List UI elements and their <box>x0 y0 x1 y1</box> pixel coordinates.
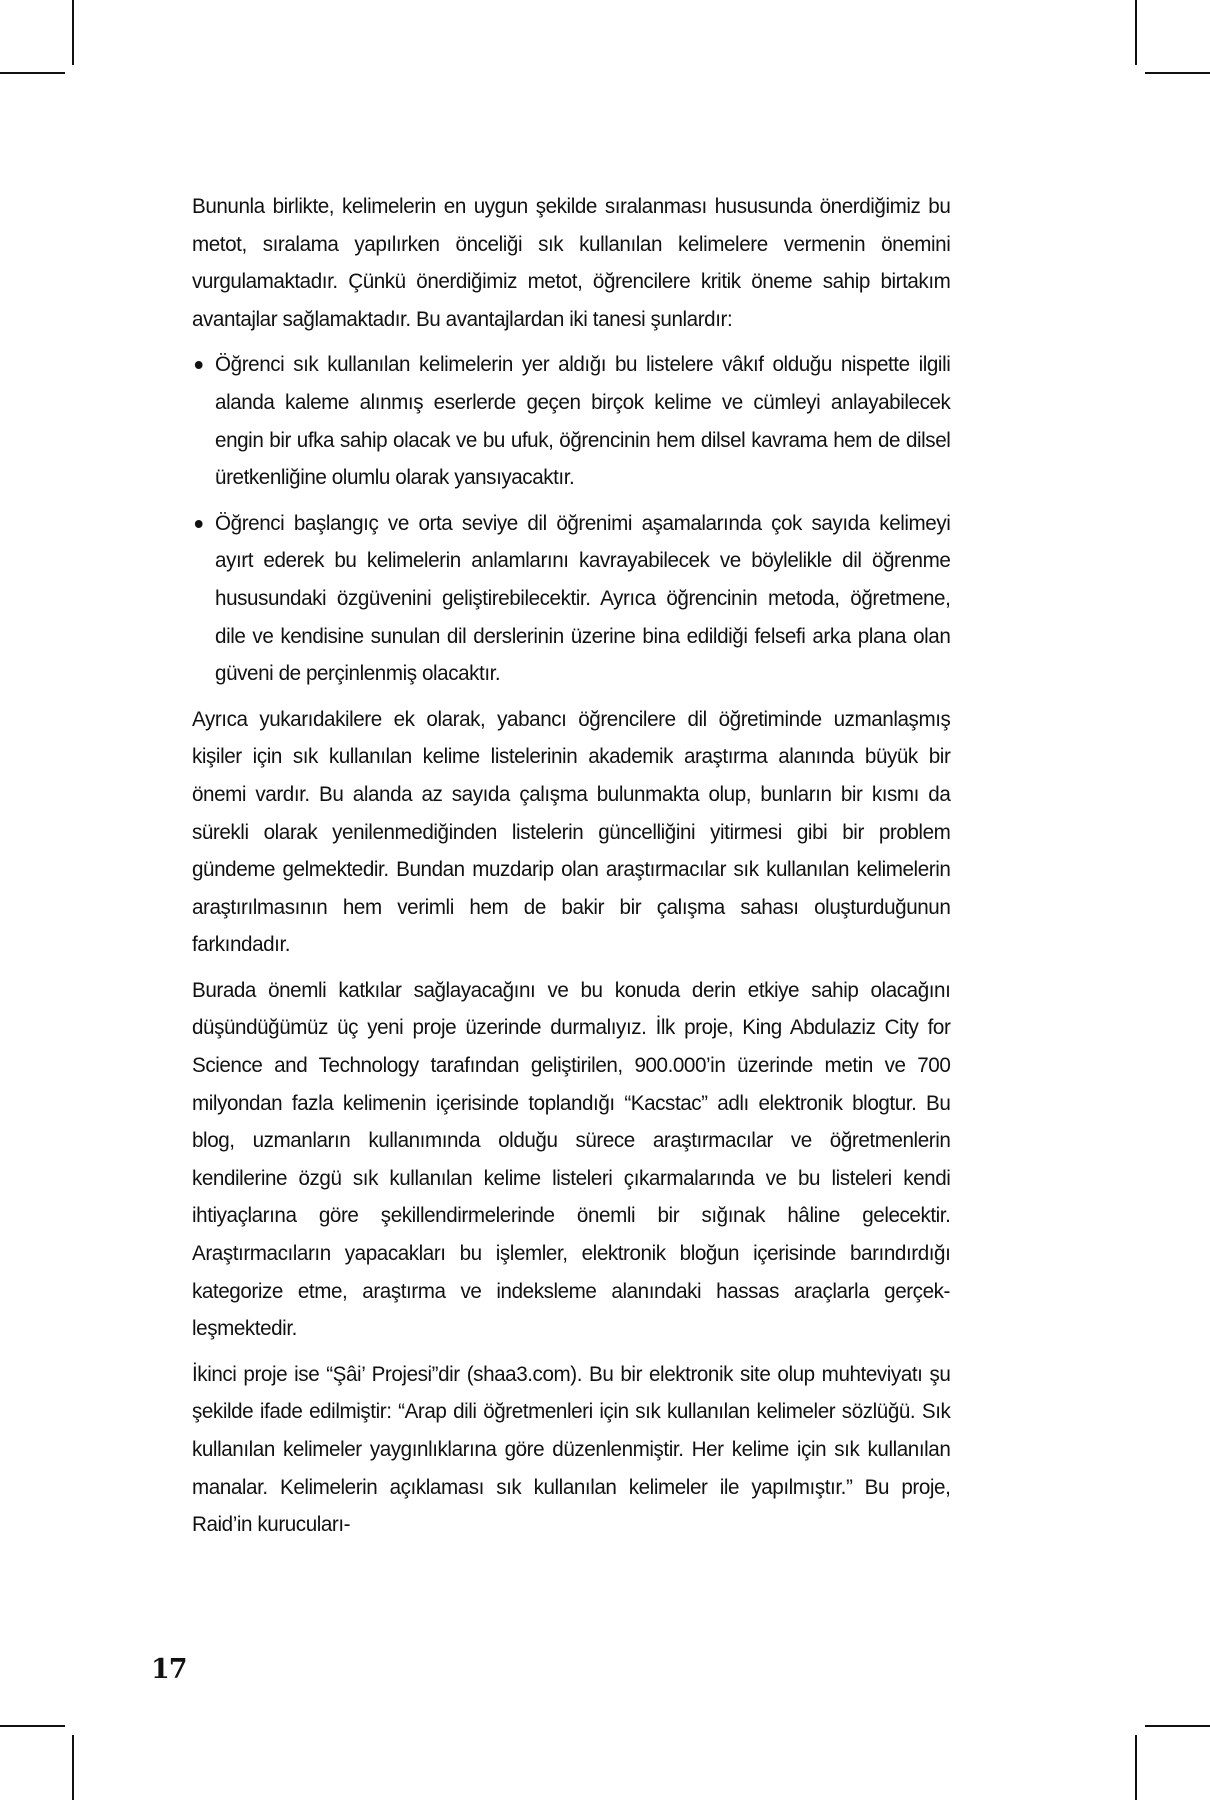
paragraph: Ayrıca yukarıdakilere ek olarak, yabancı öğrencilere dil öğretiminde uzmanlaşmış kişiler için sık kullanılan kelime listelerinin akademik araştırma alanında büyük bir önemi vardır. Bu alanda az sayıda çalışma bulunmakta olup, bunların bir kısmı da sürekli olarak yenilenmediğinden listelerin güncelliğini yitirmesi gibi bir problem gündeme gelmektedir. Bundan muzdarip olan araştırmacılar sık kullanılan kelimelerin araştırılmasının hem verimli hem de bakir bir çalışma sahası oluşturduğunun farkındadır. <box>192 706 951 957</box>
bullet-text: Öğrenci başlangıç ve orta seviye dil öğrenimi aşamalarında çok sayıda kelimeyi ayırt ederek bu kelimelerin anlamlarını kavrayabilecek ve böylelikle dil öğrenme hususundaki özgüvenini geliştirebilecektir. Ayrıca öğrencinin metoda, öğretmene, dile ve kendisine sunulan dil derslerinin üzerine bina edildiği felsefi arka plana olan güveni de perçinlenmiş olacaktır. <box>215 510 951 686</box>
crop-mark-top-left-horizontal <box>0 72 65 74</box>
crop-mark-bottom-left-vertical <box>72 1735 74 1800</box>
crop-mark-top-right-vertical <box>1135 0 1137 65</box>
paragraph: İkinci proje ise “Şâi’ Projesi”dir (shaa3.com). Bu bir elektronik site olup muhteviyatı şu şekilde ifade edilmiştir: “Arap dili öğretmenleri için sık kullanılan kelimeler sözlüğü. Sık kullanılan kelimeler yaygınlıklarına göre düzenlenmiştir. Her kelime için sık kullanılan manalar. Kelimelerin açıklaması sık kullanılan kelimeler ile yapılmıştır.” Bu proje, Raid’in kurucuları- <box>192 1361 951 1537</box>
bullet-text: Öğrenci sık kullanılan kelimelerin yer aldığı bu listelere vâkıf olduğu nispette ilgili alanda kaleme alınmış eserlerde geçen birçok kelime ve cümleyi anlayabilecek engin bir ufka sahip olacak ve bu ufuk, öğrencinin hem dilsel kavrama hem de dilsel üretkenliğine olumlu olarak yansıyacaktır. <box>215 352 951 490</box>
bullet-item <box>192 346 950 496</box>
paragraph: Burada önemli katkılar sağlayacağını ve bu konuda derin etkiye sahip olacağını düşündüğümüz üç yeni proje üzerinde durmalıyız. İlk proje, King Abdulaziz City for Science and Technology tarafından geliştirilen, 900.000’in üzerinde metin ve 700 milyondan fazla kelimenin içerisinde toplandığı “Kacstac” adlı elektronik blogtur. Bu blog, uzmanların kullanımında olduğu sürece araştırmacılar ve öğretmenlerin kendilerine özgü sık kullanılan kelime listeleri çıkarmalarında ve bu listeleri kendi ihtiyaçlarına göre şekillendirmelerinde önemli bir sığınak hâline gelecektir. Araştırmacıların yapacakları bu işlemler, elektronik bloğun içerisinde barındırdığı kategorize etme, araştırma ve indeksleme alanındaki hassas araçlarla gerçekleşmektedir. <box>192 977 951 1341</box>
crop-mark-bottom-right-vertical <box>1135 1735 1137 1800</box>
bullet-icon <box>195 520 203 528</box>
crop-mark-top-left-vertical <box>72 0 74 65</box>
page-number: 17 <box>151 1654 187 1685</box>
body-text <box>192 188 950 1552</box>
bullet-list <box>192 346 950 692</box>
paragraph: Bununla birlikte, kelimelerin en uygun şekilde sıralanması hususunda önerdiğimiz bu metot, sıralama yapılırken önceliği sık kullanılan kelimelere vermenin önemini vurgulamaktadır. Çünkü önerdiğimiz metot, öğrencilere kritik öneme sahip birtakım avantajlar sağlamaktadır. Bu avantajlardan iki tanesi şunlardır: <box>192 194 951 331</box>
crop-mark-top-right-horizontal <box>1145 72 1210 74</box>
crop-mark-bottom-left-horizontal <box>0 1725 65 1727</box>
crop-mark-bottom-right-horizontal <box>1145 1725 1210 1727</box>
bullet-item <box>192 505 950 693</box>
bullet-icon <box>195 361 203 369</box>
